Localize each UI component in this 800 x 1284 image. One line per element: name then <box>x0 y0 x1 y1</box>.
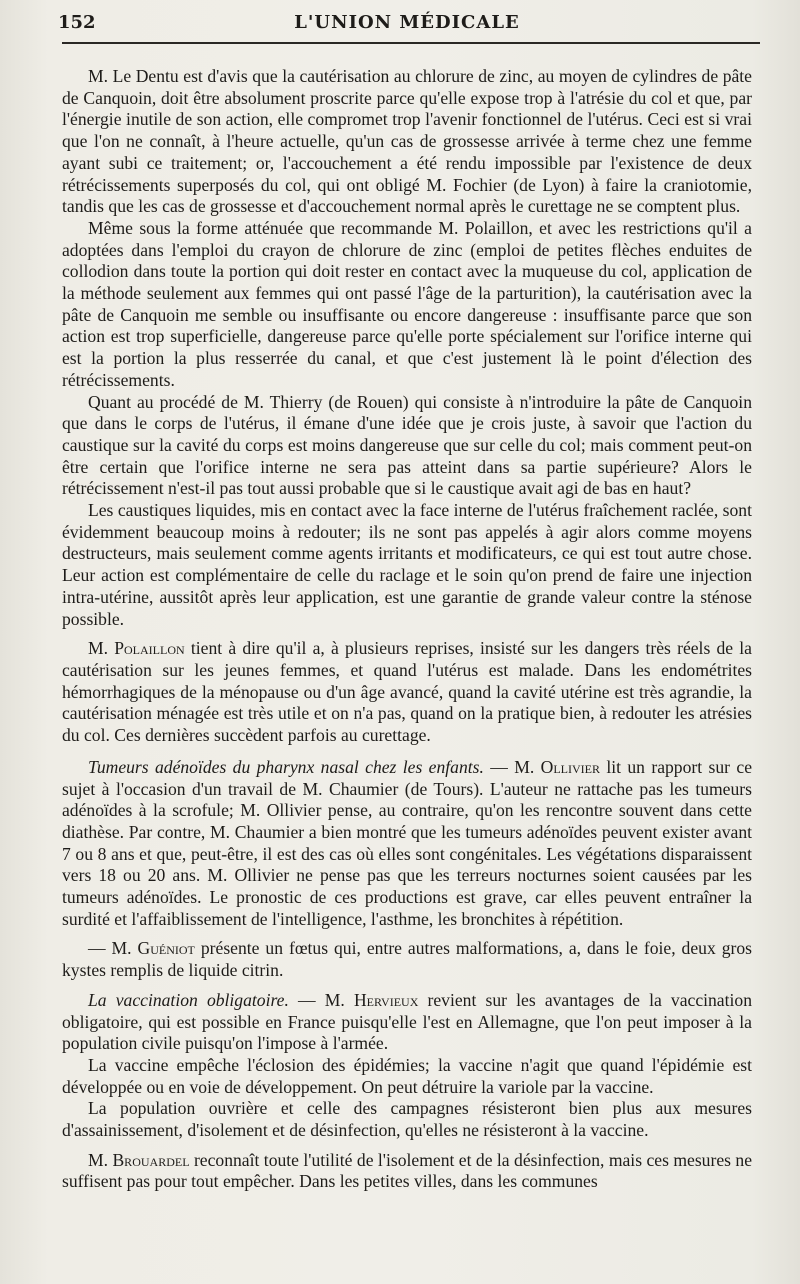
speaker-name: M. Polaillon <box>88 638 185 659</box>
paragraph-gueniot: — M. Guéniot présente un fœtus qui, entre autres malformations, a, dans le foie, deux gros kystes remplis de liquide citrin. <box>62 938 752 981</box>
paragraph-tumeurs-adenoides: Tumeurs adénoïdes du pharynx nasal chez les enfants. — M. Ollivier lit un rapport sur ce sujet à l'occasion d'un travail de M. Chaumier (de Tours). L'auteur ne rattache pas les tumeurs adénoïdes à la scrofule; M. Ollivier pense, au contraire, qu'on les rencontre souvent dans cette diathèse. Par contre, M. Chaumier a bien montré que les tumeurs adénoïdes peuvent exister avant 7 ou 8 ans et que, peut-être, il est des cas où elles sont congénitales. Les végétations disparaissent vers 18 ou 20 ans. M. Ollivier ne pense pas que les terreurs nocturnes soient causées par les tumeurs adénoïdes. Le pronostic de ces productions est grave, car elles peuvent entraîner la surdité et l'affaiblissement de l'intelligence, l'asthme, les bronchites à répétition. <box>62 756 752 929</box>
paragraph-population: La population ouvrière et celle des campagnes résisteront bien plus aux mesures d'assainissement, d'isolement et de désinfection, qu'elles ne résisteront à la vaccine. <box>62 1098 752 1141</box>
speaker-name: Guéniot <box>137 938 195 959</box>
paragraph-thierry: Quant au procédé de M. Thierry (de Rouen) qui consiste à n'introduire la pâte de Canquoin que dans le corps de l'utérus, il émane d'une idée que je crois juste, à savoir que l'action du caustique sur la cavité du corps est moins dangereuse que sur celle du col; mais comment peut-on être certain que l'orifice interne ne sera pas atteint dans sa partie supérieure? Alors le rétrécissement n'est-il pas tout aussi probable que si le caustique avait agi de bas en haut? <box>62 391 752 499</box>
speaker-name: M. Brouardel <box>88 1149 190 1170</box>
paragraph-polaillon-reply: M. Polaillon tient à dire qu'il a, à plusieurs reprises, insisté sur les dangers très réels de la cautérisation sur les jeunes femmes, et quand l'utérus est malade. Dans les endométrites hémorrhagiques de la ménopause ou d'un âge avancé, quand la cavité utérine est très agrandie, la cautérisation ménagée est très utile et on n'a pas, quand on la pratique bien, à redouter les atrésies du col. Ces dernières succèdent parfois au curettage. <box>62 638 752 746</box>
paragraph-le-dentu: M. Le Dentu est d'avis que la cautérisation au chlorure de zinc, au moyen de cylindres de pâte de Canquoin, doit être absolument proscrite parce qu'elle expose trop à l'atrésie du col et que, par l'énergie inutile de son action, elle compromet trop l'avenir fonctionnel de l'utérus. Ceci est si vrai que l'on ne connaît, à l'heure actuelle, qu'un cas de grossesse arrivée à terme chez une femme ayant subi ce traitement; or, l'accouchement a été rendu impossible par l'existence de deux rétrécissements superposés du col, qui ont obligé M. Fochier (de Lyon) à faire la craniotomie, tandis que les cas de grossesse et d'accouchement normal après le curettage ne se comptent plus. <box>62 66 752 217</box>
speaker-name: Hervieux <box>353 989 419 1010</box>
paragraph-polaillon-restrictions: Même sous la forme atténuée que recommande M. Polaillon, et avec les restrictions qu'il a adoptées dans l'emploi du crayon de chlorure de zinc (emploi de petites flèches enduites de collodion dans toute la portion qui doit rester en contact avec la muqueuse du col, application de la méthode seulement aux femmes qui ont passé l'âge de la parturition), la cautérisation avec la pâte de Canquoin me semble ou insuffisante ou encore dangereuse : insuffisante parce que son action est trop superficielle, dangereuse parce qu'elle porte spécialement sur l'orifice interne qui est la portion la plus resserrée du canal, et que c'est justement là le point d'élection des rétrécissements. <box>62 217 752 390</box>
running-title: L'UNION MÉDICALE <box>294 12 520 33</box>
section-title: La vaccination obligatoire. <box>88 989 289 1010</box>
section-title: Tumeurs adénoïdes du pharynx nasal chez les enfants. <box>88 756 484 777</box>
paragraph-brouardel: M. Brouardel reconnaît toute l'utilité de l'isolement et de la désinfection, mais ces mesures ne suffisent pas pour tout empêcher. Dans les petites villes, dans les communes <box>62 1149 752 1192</box>
page-header <box>58 0 752 44</box>
paragraph-caustiques-liquides: Les caustiques liquides, mis en contact avec la face interne de l'utérus fraîchement raclée, sont évidemment beaucoup moins à redouter; ils ne sont pas appelés à agir alors comme moyens destructeurs, mais seulement comme agents irritants et modificateurs, ce qui est tout autre chose. Leur action est complémentaire de celle du raclage et le soin qu'on prend de faire une injection intra-utérine, aussitôt après leur application, est une garantie de grande valeur contre la sténose possible. <box>62 500 752 629</box>
speaker-name: Ollivier <box>540 756 600 777</box>
paragraph-vaccine-epidemies: La vaccine empêche l'éclosion des épidémies; la vaccine n'agit que quand l'épidémie est développée ou en voie de développement. On peut détruire la variole par la vaccine. <box>62 1054 752 1097</box>
article-body <box>62 66 752 1193</box>
header-rule <box>62 42 760 44</box>
page-number: 152 <box>58 12 96 33</box>
paragraph-vaccination: La vaccination obligatoire. — M. Hervieux revient sur les avantages de la vaccination obligatoire, qui est possible en France puisqu'elle l'est en Allemagne, que l'on peut imposer à la population civile puisqu'on l'impose à l'armée. <box>62 989 752 1054</box>
